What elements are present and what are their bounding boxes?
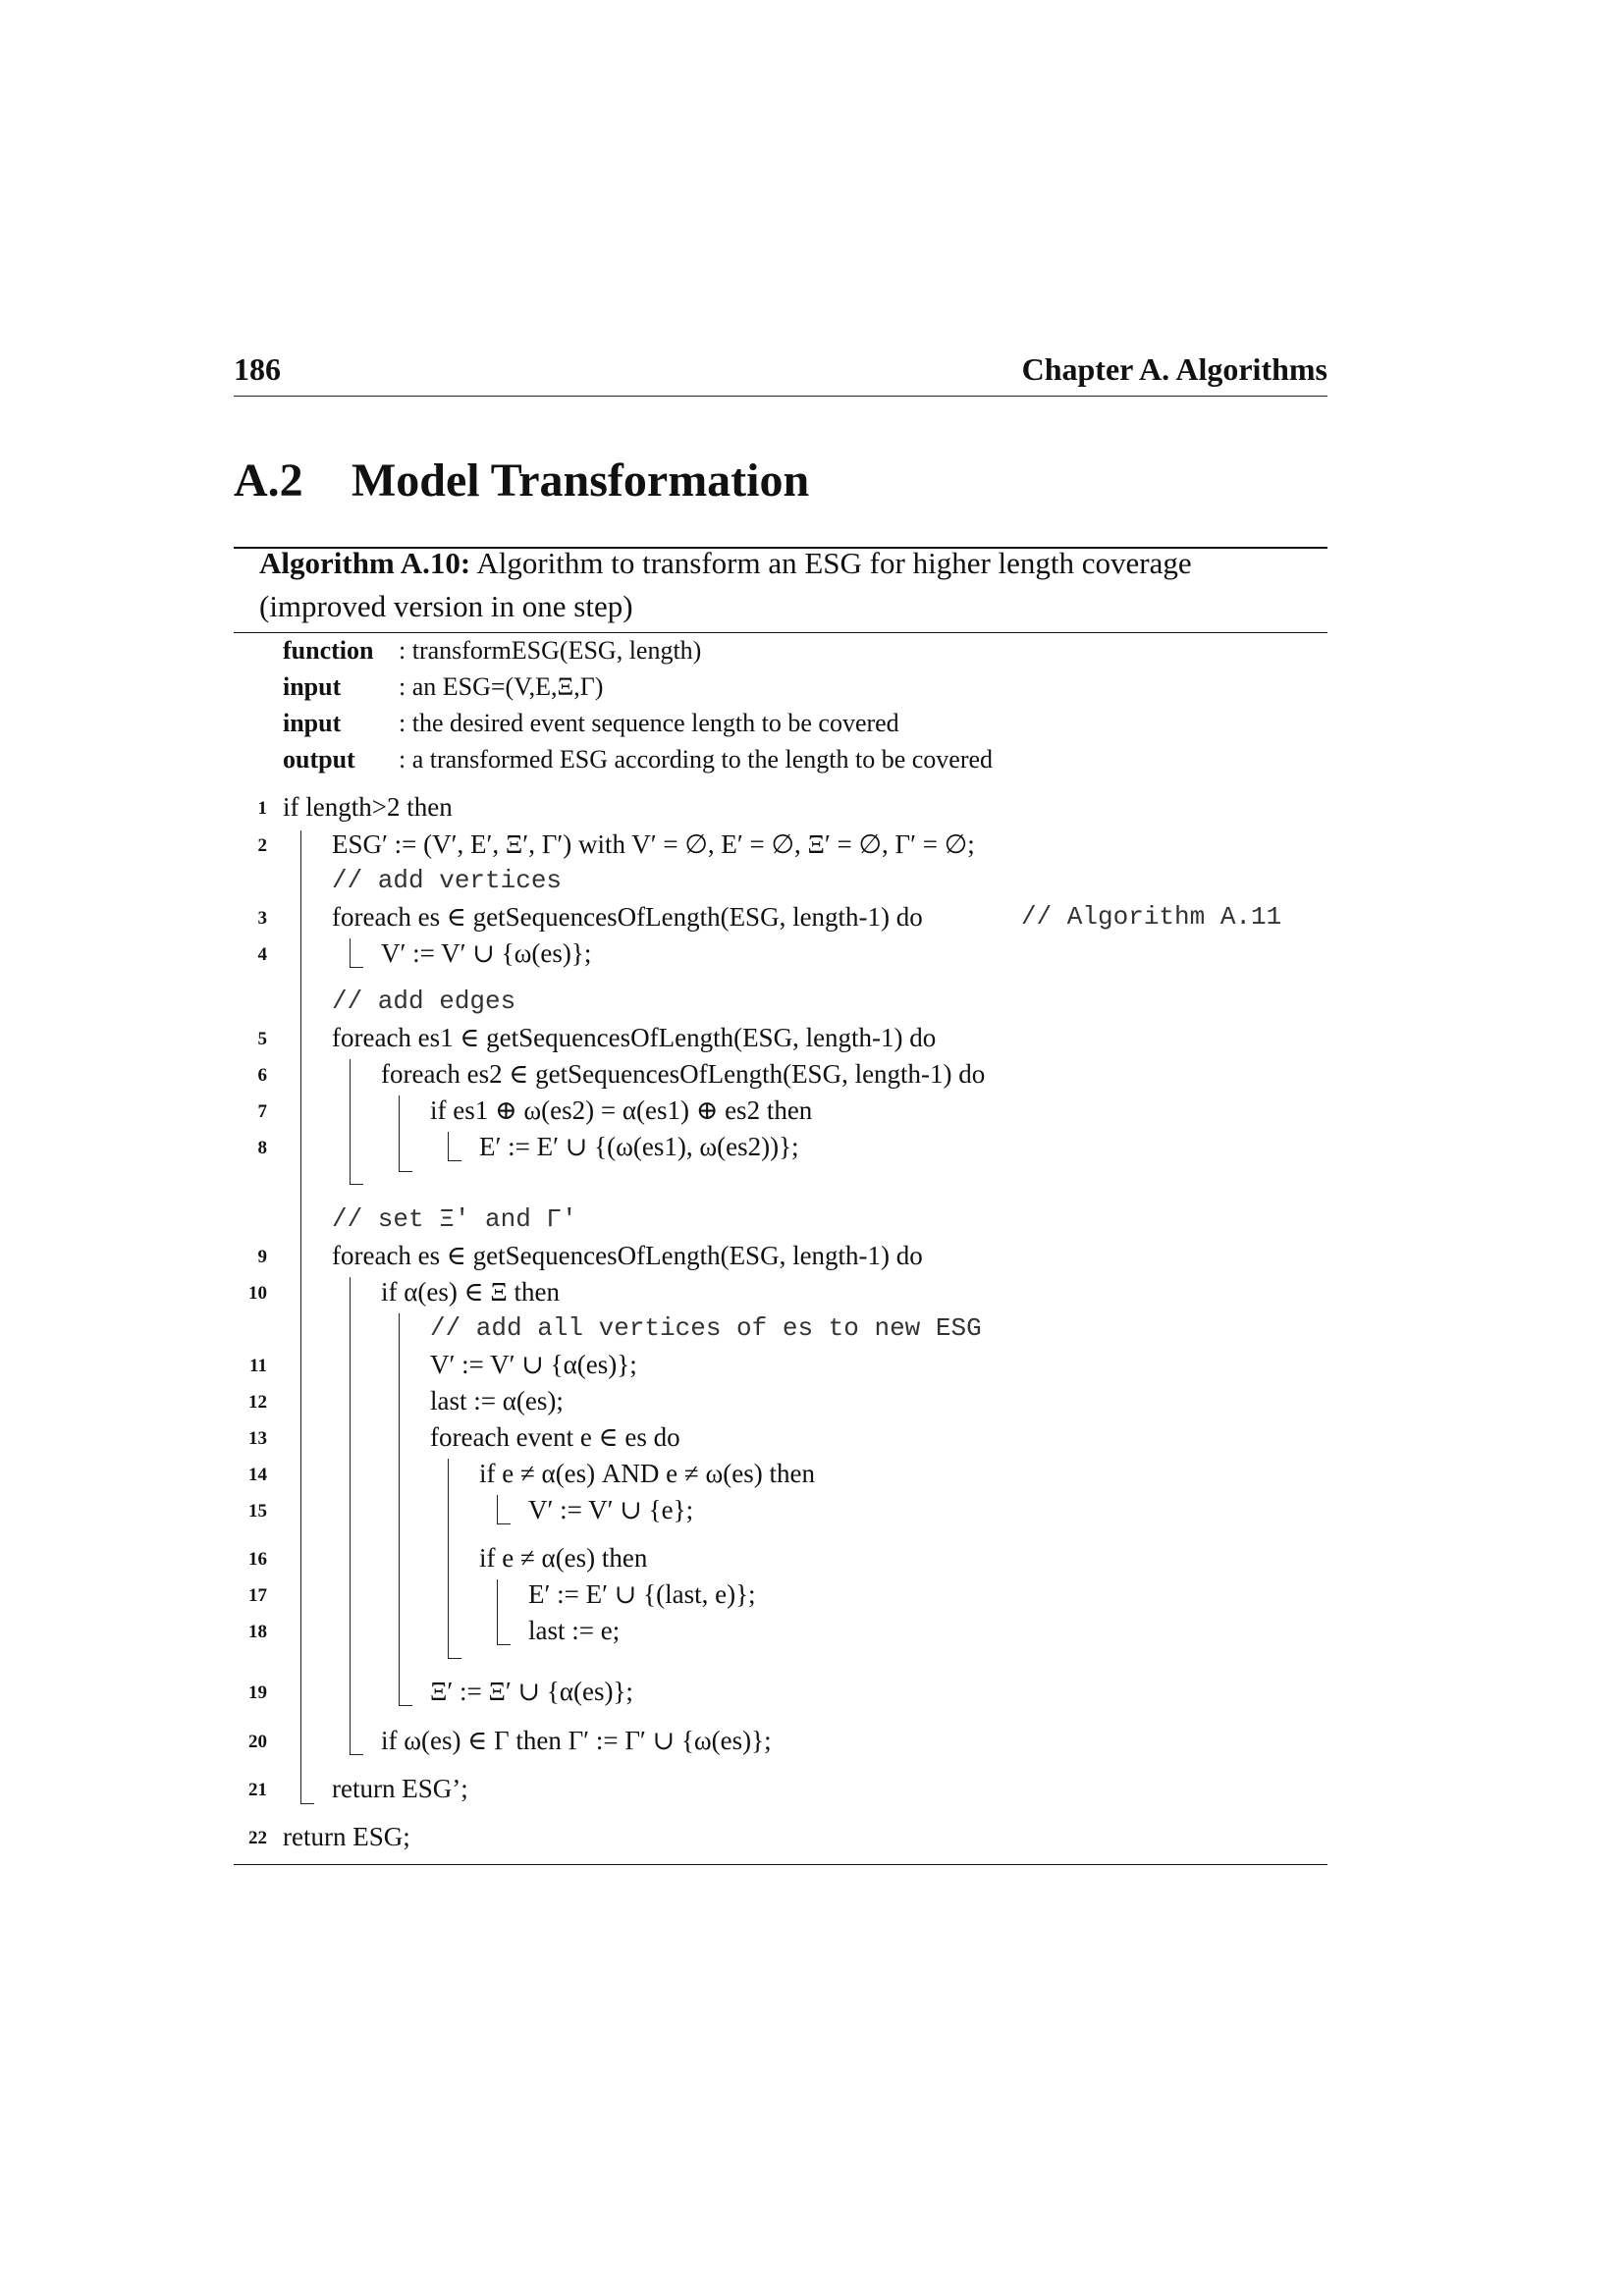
line-number: 17: [248, 1585, 267, 1606]
algorithm-caption-line2: (improved version in one step): [259, 589, 633, 623]
io-key-input-esg: input: [283, 672, 342, 701]
line-number: 10: [248, 1283, 267, 1304]
io-value-function: : transformESG(ESG, length): [399, 636, 702, 665]
code-line-11: V′ := V′ ∪ {α(es)};: [430, 1350, 637, 1379]
line-number: 2: [257, 835, 267, 856]
code-line-13: foreach event e ∈ es do: [430, 1422, 680, 1452]
line-number: 22: [248, 1828, 267, 1848]
comment-add-all-vertices: // add all vertices of es to new ESG: [430, 1313, 982, 1343]
line-number: 19: [248, 1682, 267, 1703]
code-line-12: last := α(es);: [430, 1386, 564, 1415]
block-end: [399, 1171, 412, 1172]
line-number: 18: [248, 1622, 267, 1642]
block-bar: [350, 938, 351, 968]
section-title: Model Transformation: [352, 454, 810, 507]
comment-algorithm-ref: // Algorithm A.11: [1021, 902, 1282, 932]
io-value-input-length: : the desired event sequence length to be covered: [399, 709, 899, 737]
code-line-9: foreach es ∈ getSequencesOfLength(ESG, length-1) do: [332, 1241, 923, 1270]
algorithm-bottom-rule: [234, 1864, 1327, 1865]
line-number: 16: [248, 1549, 267, 1570]
code-line-2: ESG′ := (V′, E′, Ξ′, Γ′) with V′ = ∅, E′ = ∅, Ξ′ = ∅, Γ′ = ∅;: [332, 829, 975, 859]
algorithm-caption-rule: [234, 632, 1327, 633]
code-line-21: return ESG’;: [332, 1774, 468, 1803]
block-bar: [448, 1132, 449, 1161]
code-line-6: foreach es2 ∈ getSequencesOfLength(ESG, length-1) do: [381, 1059, 986, 1089]
block-end: [399, 1705, 412, 1706]
line-number: 12: [248, 1392, 267, 1413]
code-line-3: foreach es ∈ getSequencesOfLength(ESG, length-1) do: [332, 902, 923, 932]
block-bar: [350, 1059, 351, 1185]
chapter-heading: Chapter A. Algorithms: [1021, 351, 1327, 387]
code-line-20: if ω(es) ∈ Γ then Γ′ := Γ′ ∪ {ω(es)};: [381, 1726, 772, 1755]
line-number: 4: [257, 944, 267, 965]
code-line-7: if es1 ⊕ ω(es2) = α(es1) ⊕ es2 then: [430, 1095, 813, 1125]
header-rule: [234, 396, 1327, 397]
code-line-8: E′ := E′ ∪ {(ω(es1), ω(es2))};: [479, 1132, 799, 1161]
block-bar: [497, 1495, 498, 1524]
algorithm-caption-line1: [259, 546, 1192, 581]
block-bar: [399, 1313, 400, 1706]
algorithm-caption-text: Algorithm to transform an ESG for higher length coverage: [476, 546, 1192, 580]
line-number: 14: [248, 1465, 267, 1485]
section-number: A.2: [234, 454, 303, 507]
code-line-22: return ESG;: [283, 1822, 410, 1851]
line-number: 1: [257, 798, 267, 819]
line-number: 8: [257, 1138, 267, 1158]
comment-add-edges: // add edges: [332, 987, 516, 1016]
code-line-14: if e ≠ α(es) AND e ≠ ω(es) then: [479, 1459, 815, 1488]
comment-add-vertices: // add vertices: [332, 866, 563, 895]
block-end: [300, 1803, 314, 1804]
page-number: 186: [234, 351, 281, 387]
block-end: [448, 1160, 461, 1161]
io-value-input-esg: : an ESG=(V,E,Ξ,Γ): [399, 672, 604, 701]
block-bar: [350, 1277, 351, 1755]
comment-set-xi-gamma: // set Ξ′ and Γ′: [332, 1204, 577, 1234]
line-number: 20: [248, 1732, 267, 1752]
io-key-input-length: input: [283, 709, 342, 737]
line-number: 13: [248, 1428, 267, 1449]
code-line-17: E′ := E′ ∪ {(last, e)};: [528, 1579, 756, 1609]
block-bar: [399, 1095, 400, 1172]
line-number: 3: [257, 908, 267, 929]
block-end: [497, 1523, 511, 1524]
code-line-16: if e ≠ α(es) then: [479, 1543, 648, 1573]
block-end: [350, 1754, 363, 1755]
code-line-18: last := e;: [528, 1616, 621, 1645]
line-number: 11: [249, 1356, 267, 1376]
code-line-19: Ξ′ := Ξ′ ∪ {α(es)};: [430, 1677, 633, 1706]
line-number: 15: [248, 1501, 267, 1522]
code-line-4: V′ := V′ ∪ {ω(es)};: [381, 938, 592, 968]
block-end: [350, 967, 363, 968]
line-number: 21: [248, 1780, 267, 1800]
block-bar: [300, 830, 301, 1804]
line-number: 5: [257, 1029, 267, 1049]
block-end: [497, 1644, 511, 1645]
code-line-10: if α(es) ∈ Ξ then: [381, 1277, 560, 1307]
code-line-5: foreach es1 ∈ getSequencesOfLength(ESG, length-1) do: [332, 1023, 937, 1052]
block-end: [448, 1658, 461, 1659]
io-key-output: output: [283, 745, 355, 774]
block-end: [350, 1184, 363, 1185]
algorithm-label: Algorithm A.10:: [259, 546, 471, 580]
code-line-1: if length>2 then: [283, 792, 453, 822]
code-line-15: V′ := V′ ∪ {e};: [528, 1495, 694, 1524]
line-number: 9: [257, 1247, 267, 1267]
block-bar: [448, 1459, 449, 1659]
block-bar: [497, 1579, 498, 1645]
io-value-output: : a transformed ESG according to the length to be covered: [399, 745, 994, 774]
line-number: 6: [257, 1065, 267, 1086]
line-number: 7: [257, 1101, 267, 1122]
io-key-function: function: [283, 636, 374, 665]
